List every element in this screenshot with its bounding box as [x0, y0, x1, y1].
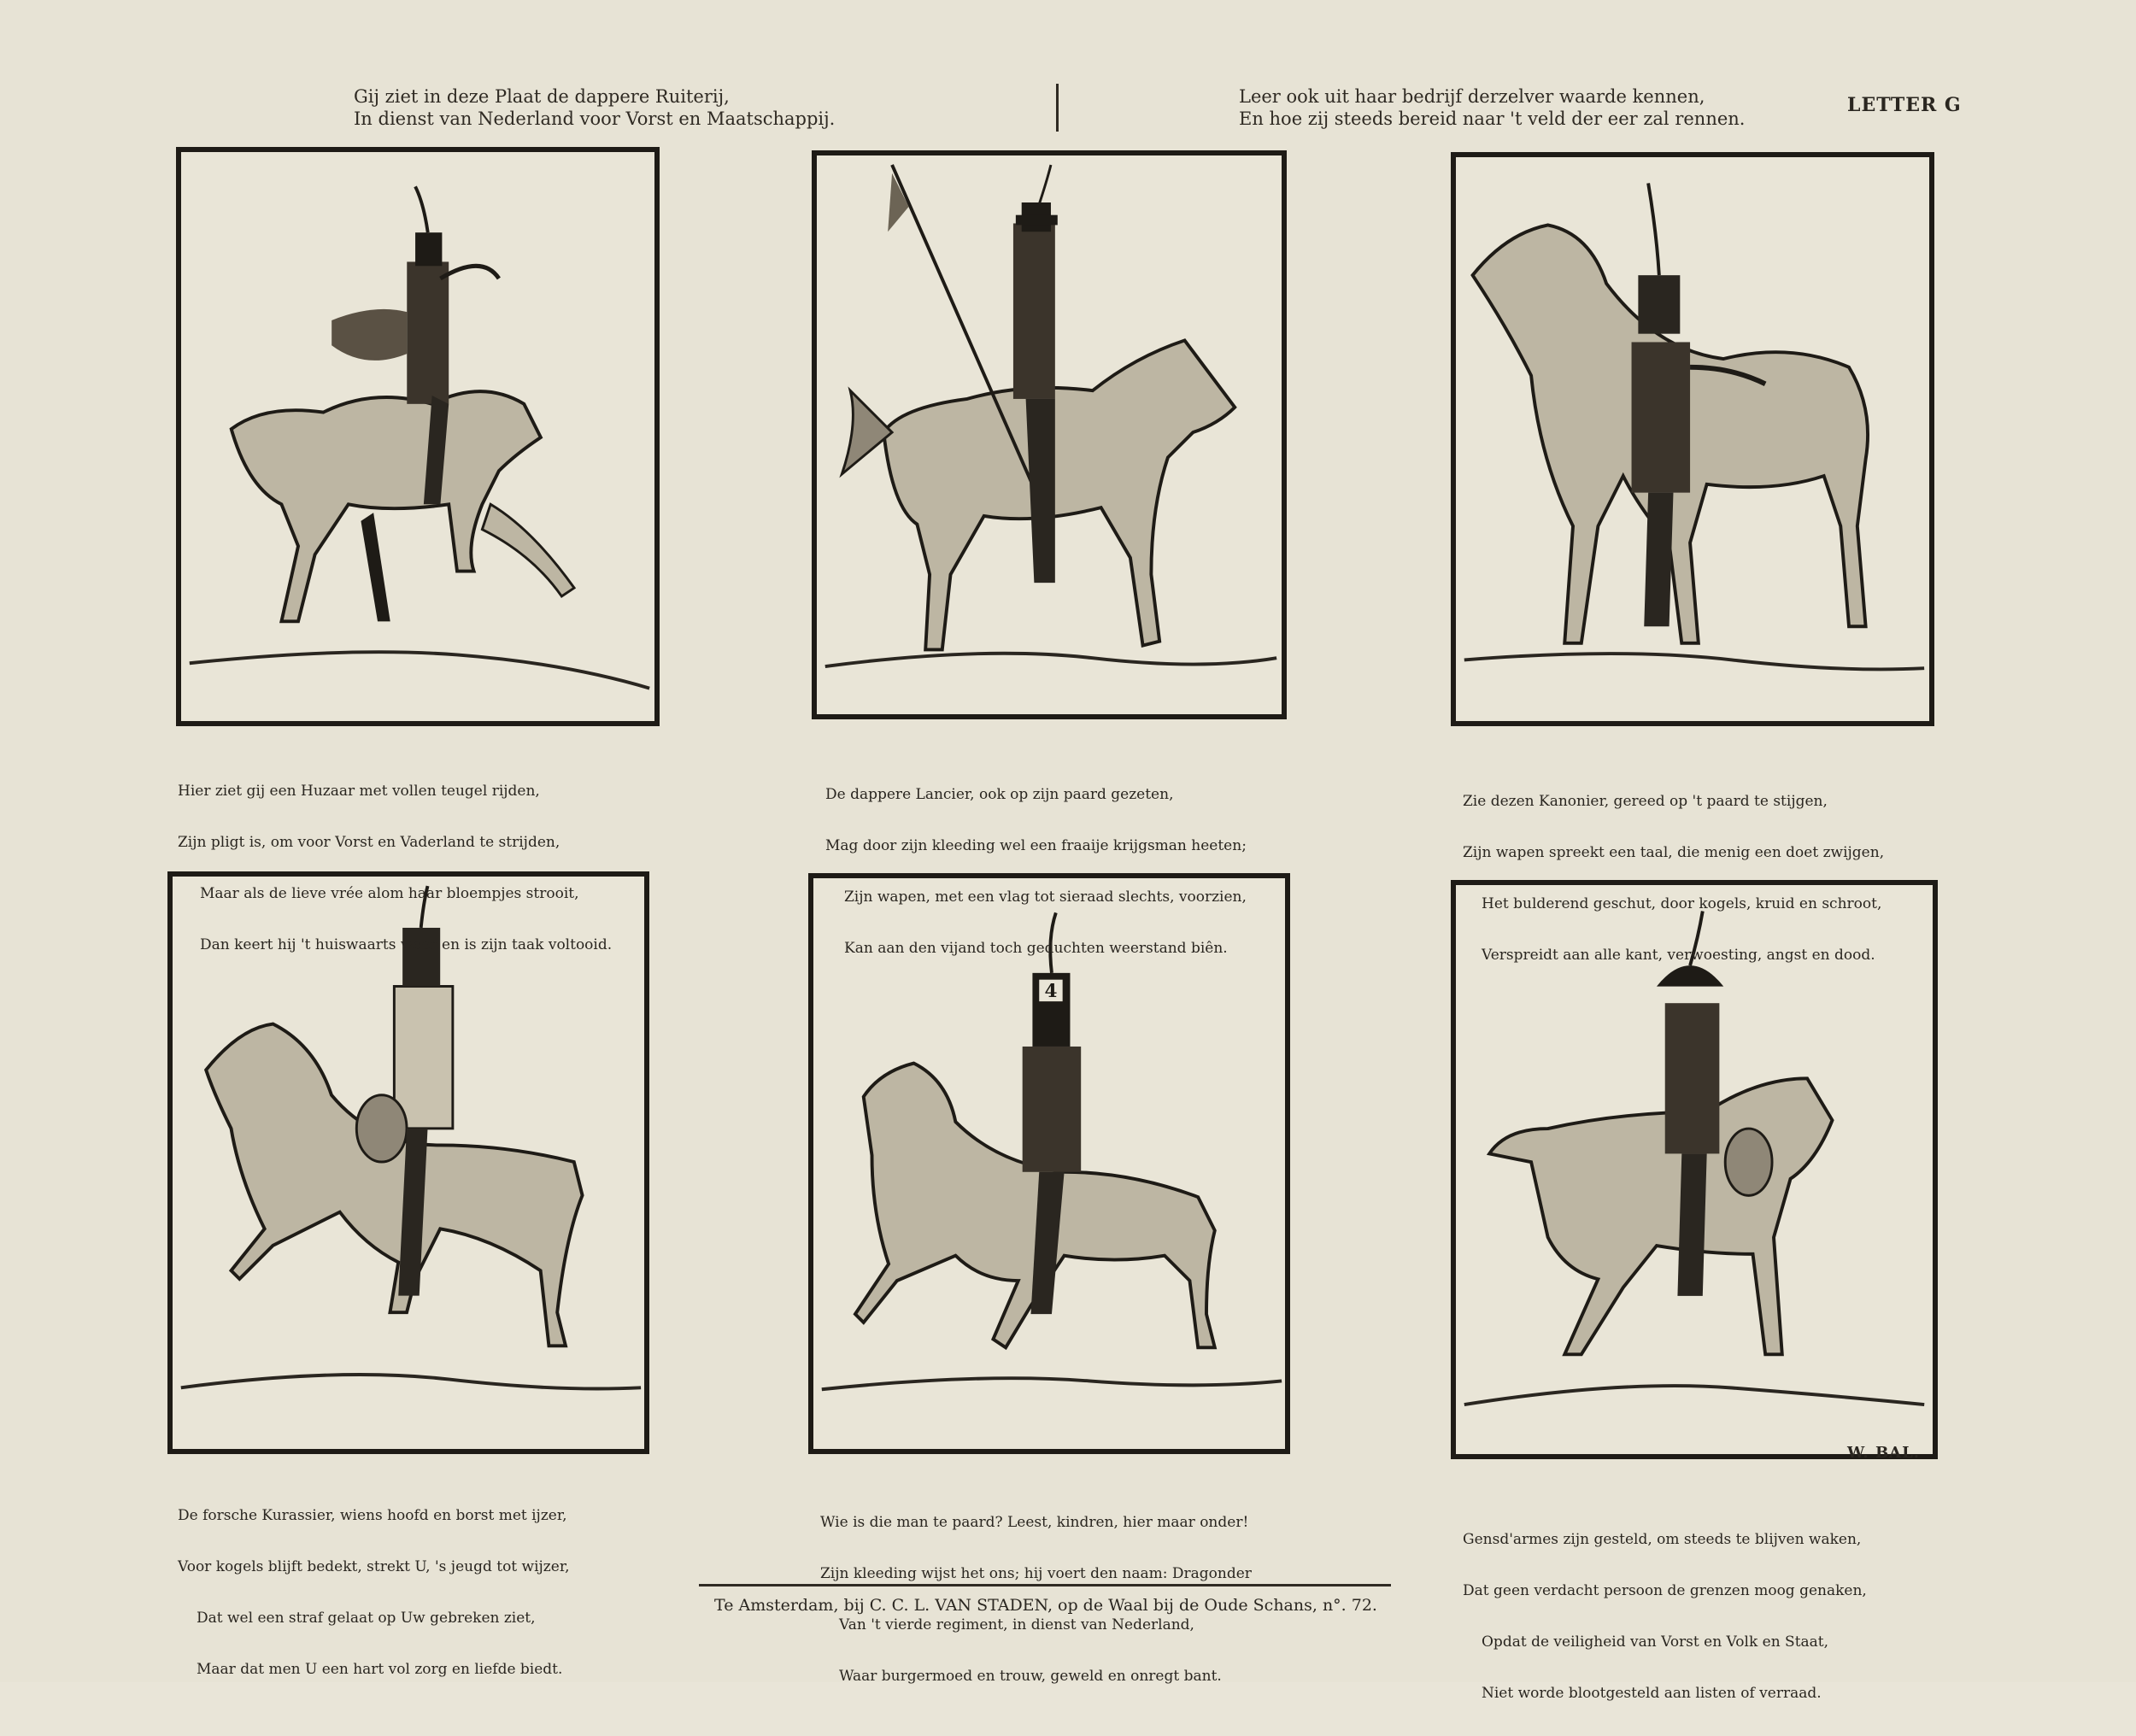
verse-line: De dappere Lancier, ook op zijn paard gezeten, [825, 786, 1174, 803]
verse-line: Hier ziet gij een Huzaar met vollen teugel rijden, [178, 783, 540, 800]
verse-line: Zijn wapen spreekt een taal, die menig een doet zwijgen, [1463, 844, 1885, 861]
regiment-number: 4 [1044, 981, 1058, 1003]
verse-gensdarmes [1463, 1497, 1867, 1736]
verse-kanonier [1463, 759, 1884, 998]
header-left-line-1: Gij ziet in deze Plaat de dappere Ruiterij, [354, 86, 730, 107]
verse-line: Waar burgermoed en trouw, geweld en onregt bant. [839, 1668, 1222, 1685]
verse-line: Zijn pligt is, om voor Vorst en Vaderland te strijden, [178, 834, 560, 851]
header-divider [1056, 84, 1059, 132]
verse-line: Zie dezen Kanonier, gereed op 't paard te stijgen, [1463, 793, 1828, 810]
verse-line: Dan keert hij 't huiswaarts weer en is zijn taak voltooid. [200, 936, 613, 953]
verse-line: Van 't vierde regiment, in dienst van Nederland, [839, 1616, 1194, 1633]
kanonier-illustration [1456, 157, 1929, 721]
verse-line: Dat wel een straf gelaat op Uw gebreken ziet, [197, 1610, 536, 1627]
header-right-line-1: Leer ook uit haar bedrijf derzelver waarde kennen, [1239, 86, 1705, 107]
verse-line: Niet worde blootgesteld aan listen of verraad. [1482, 1685, 1822, 1702]
publisher-imprint: Te Amsterdam, bij C. C. L. VAN STADEN, op de Waal bij de Oude Schans, n°. 72. [714, 1596, 1377, 1615]
lancier-illustration [817, 155, 1282, 714]
verse-huzaar [178, 748, 612, 988]
verse-line: Wie is die man te paard? Leest, kindren, hier maar onder! [820, 1514, 1249, 1531]
verse-line: Opdat de veiligheid van Vorst en Volk en Staat, [1482, 1633, 1829, 1651]
verse-lancier [825, 752, 1247, 991]
header-left-line-2: In dienst van Nederland voor Vorst en Maatschappij. [354, 108, 836, 129]
woodcut-kanonier [1451, 152, 1934, 726]
verse-line: Gensd'armes zijn gesteld, om steeds te blijven waken, [1463, 1531, 1862, 1548]
verse-line: Maar dat men U een hart vol zorg en liefde biedt. [197, 1661, 563, 1678]
verse-kurassier [178, 1473, 570, 1712]
verse-line: Mag door zijn kleeding wel een fraaije krijgsman heeten; [825, 837, 1247, 854]
plate-letter: LETTER G [1847, 94, 1962, 116]
header-right-line-2: En hoe zij steeds bereid naar 't veld der eer zal rennen. [1239, 108, 1746, 129]
imprint-rule [699, 1584, 1391, 1586]
verse-line: Maar als de lieve vrée alom haar bloempjes strooit, [200, 885, 579, 902]
verse-line: Het bulderend geschut, door kogels, kruid en schroot, [1482, 895, 1882, 912]
verse-line: Verspreidt aan alle kant, verwoesting, angst en dood. [1482, 947, 1875, 964]
verse-line: Zijn kleeding wijst het ons; hij voert den naam: Dragonder [820, 1565, 1252, 1582]
verse-line: Zijn wapen, met een vlag tot sieraad slechts, voorzien, [844, 889, 1247, 906]
huzaar-illustration [181, 152, 654, 721]
verse-line: De forsche Kurassier, wiens hoofd en borst met ijzer, [178, 1507, 567, 1524]
engraver-signature: W. BAL. [1847, 1444, 1921, 1462]
woodcut-huzaar [176, 147, 660, 726]
verse-line: Kan aan den vijand toch geduchten weerstand biên. [844, 940, 1228, 957]
verse-line: Dat geen verdacht persoon de grenzen moog genaken, [1463, 1582, 1867, 1599]
verse-line: Voor kogels blijft bedekt, strekt U, 's jeugd tot wijzer, [178, 1558, 570, 1575]
woodcut-lancier [812, 150, 1287, 719]
